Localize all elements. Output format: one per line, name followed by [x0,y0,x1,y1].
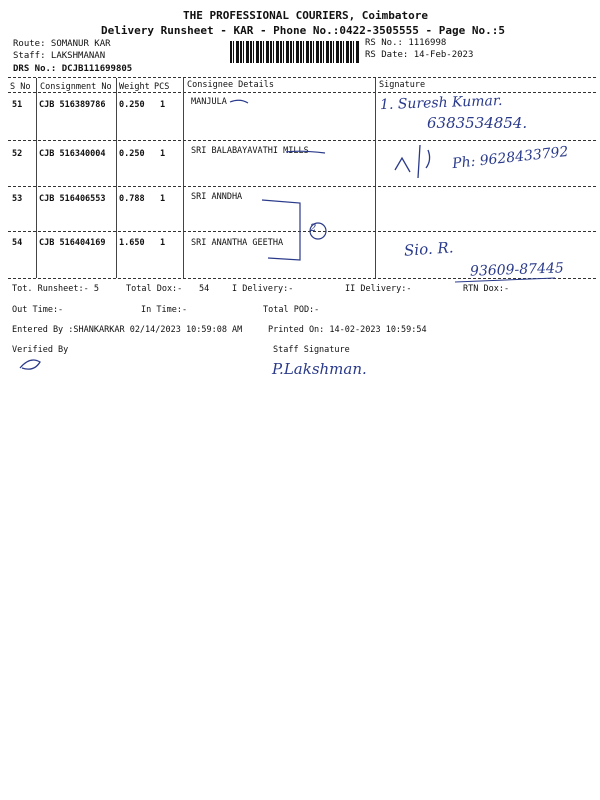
row-sno: 51 [12,100,23,110]
row-weight: 1.650 [119,238,145,248]
entered-by: Entered By :SHANKARKAR 02/14/2023 10:59:08 AM [12,325,243,335]
staff-signature: P.Lakshman. [272,360,367,378]
pen-stroke [286,151,325,153]
handwritten-name: Sio. R. [403,238,455,260]
row-consignment: CJB 516404169 [39,238,106,248]
handwritten-phone: 93609-87445 [469,260,565,280]
row-sno: 52 [12,149,23,159]
col-sno: S No [10,82,31,92]
col-weight: Weight [119,82,150,92]
rtn-dox: RTN Dox:- [463,284,510,294]
tot-runsheet: Tot. Runsheet:- 5 [12,284,99,294]
col-consignee: Consignee Details [187,80,274,90]
drs-number: DRS No.: DCJB111699805 [13,64,133,74]
total-dox-value: 54 [199,284,210,294]
row-weight: 0.250 [119,149,145,159]
verifier-signature [20,360,40,369]
scribble-signature [395,145,430,178]
col-signature: Signature [379,80,426,90]
row-consignment: CJB 516389786 [39,100,106,110]
row-pcs: 1 [160,194,166,204]
handwritten-phone: 6383534854. [427,114,528,132]
row-consignee: SRI ANANTHA GEETHA [191,238,284,248]
row-weight: 0.250 [119,100,145,110]
route-label: Route: SOMANUR KAR [13,39,111,49]
col-consignment: Consignment No [40,82,112,92]
staff-label: Staff: LAKSHMANAN [13,51,106,61]
printed-on: Printed On: 14-02-2023 10:59:54 [268,325,427,335]
verified-by-label: Verified By [12,345,69,355]
col-pcs: PCS [154,82,170,92]
in-time: In Time:- [141,305,188,315]
row-consignee: SRI BALABAYAVATHI MILLS [191,146,309,156]
row-consignment: CJB 516340004 [39,149,106,159]
row-pcs: 1 [160,149,166,159]
row-weight: 0.788 [119,194,145,204]
row-consignee: SRI ANNDHA [191,192,243,202]
row-sno: 54 [12,238,23,248]
rs-date: RS Date: 14-Feb-2023 [365,50,474,60]
out-time: Out Time:- [12,305,64,315]
bracket-mark [262,200,300,260]
row-pcs: 1 [160,238,166,248]
handwritten-name: 1. Suresh Kumar. [379,92,503,114]
total-pod: Total POD:- [263,305,320,315]
runsheet-title: Delivery Runsheet - KAR - Phone No.:0422-3505555 - Page No.:5 [101,24,505,37]
company-title: THE PROFESSIONAL COURIERS, Coimbatore [183,9,429,22]
row-consignee: MANJULA [191,97,227,107]
rs-number: RS No.: 1116998 [365,38,447,48]
ii-delivery: II Delivery:- [345,284,412,294]
staff-signature-label: Staff Signature [273,345,350,355]
i-delivery: I Delivery:- [232,284,294,294]
row-sno: 53 [12,194,23,204]
total-dox-label: Total Dox:- [126,284,183,294]
handwritten-phone: Ph: 9628433792 [451,143,570,173]
circled-number: 2 [310,223,317,234]
pen-stroke [230,100,248,103]
row-pcs: 1 [160,100,166,110]
row-consignment: CJB 516406553 [39,194,106,204]
